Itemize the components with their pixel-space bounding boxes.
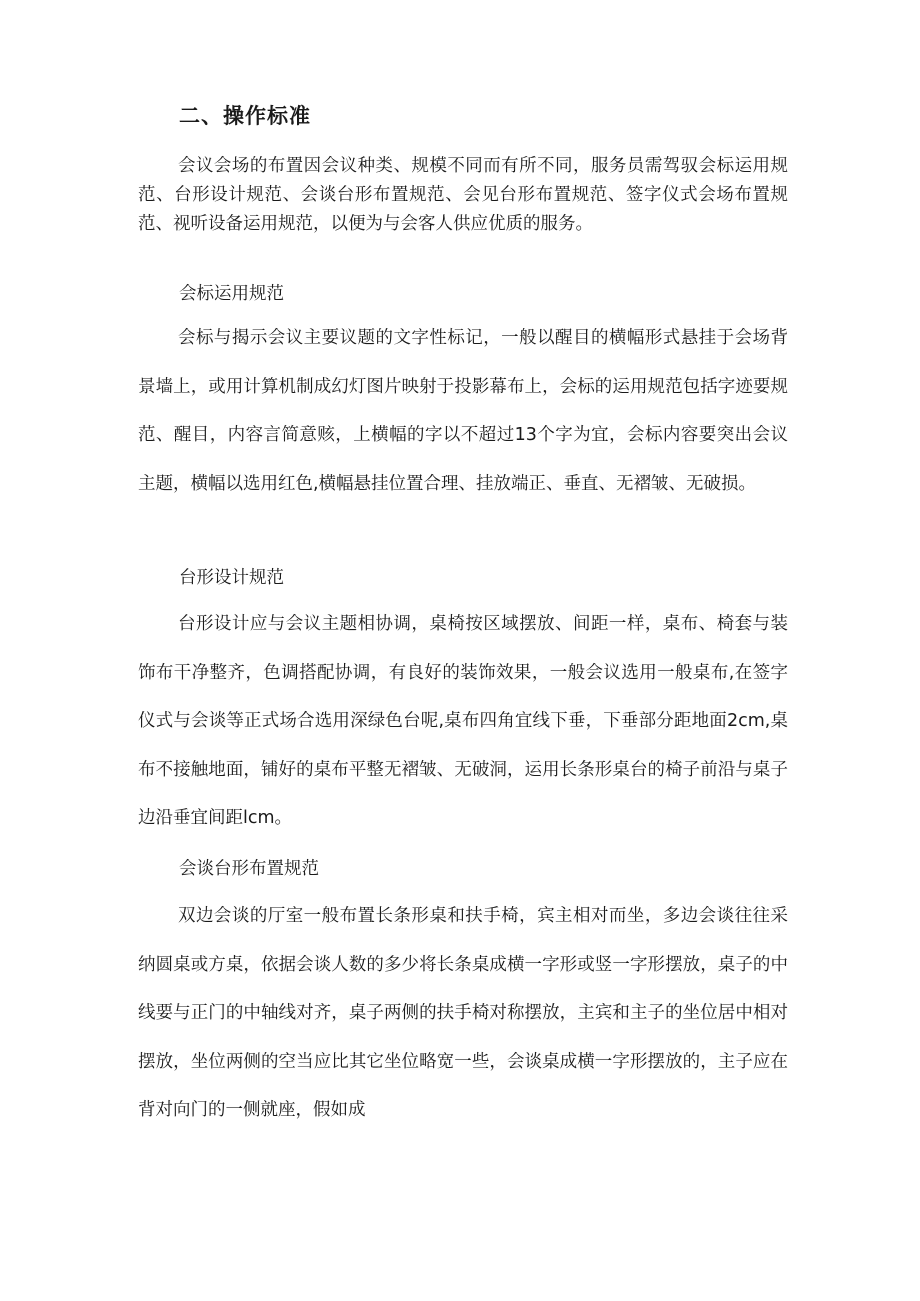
subsection-title-conference-banner: 会标运用规范 <box>179 284 284 304</box>
subsection-title-table-layout: 台形设计规范 <box>179 568 284 588</box>
table-layout-paragraph: 台形设计应与会议主题相协调，桌椅按区域摆放、间距一样，桌布、椅套与装饰布干净整齐，色调搭配协调，有良好的装饰效果，一般会议选用一般桌布,在签字仪式与会谈等正式场合选用深绿色台呢,桌布四角宜线下垂，下垂部分距地面2cm,桌布不接触地面，铺好的桌布平整无褶皱、无破洞，运用长条形桌台的椅子前沿与桌子边沿垂宜间距lcm。 <box>138 614 788 828</box>
intro-paragraph: 会议会场的布置因会议种类、规模不同而有所不同，服务员需驾驭会标运用规范、台形设计规范、会谈台形布置规范、会见台形布置规范、签字仪式会场布置规范、视听设备运用规范，以便为与会客人供应优质的服务。 <box>138 156 788 234</box>
subsection-title-talks-table: 会谈台形布置规范 <box>179 859 319 879</box>
section-heading: 二、操作标准 <box>179 104 311 128</box>
talks-table-paragraph: 双边会谈的厅室一般布置长条形桌和扶手椅，宾主相对而坐，多边会谈往往采纳圆桌或方桌，依据会谈人数的多少将长条桌成横一字形或竖一字形摆放，桌子的中线要与正门的中轴线对齐，桌子两侧的扶手椅对称摆放，主宾和主子的坐位居中相对摆放，坐位两侧的空当应比其它坐位略宽一些，会谈桌成横一字形摆放的，主子应在背对向门的一侧就座，假如成 <box>138 906 788 1120</box>
conference-banner-paragraph: 会标与揭示会议主要议题的文字性标记，一般以醒目的横幅形式悬挂于会场背景墙上，或用计算机制成幻灯图片映射于投影幕布上，会标的运用规范包括字迹要规范、醒目，内容言简意赅，上横幅的字以不超过13个字为宜，会标内容要突出会议主题，横幅以选用红色,横幅悬挂位置合理、挂放端正、垂直、无褶皱、无破损。 <box>138 328 788 494</box>
